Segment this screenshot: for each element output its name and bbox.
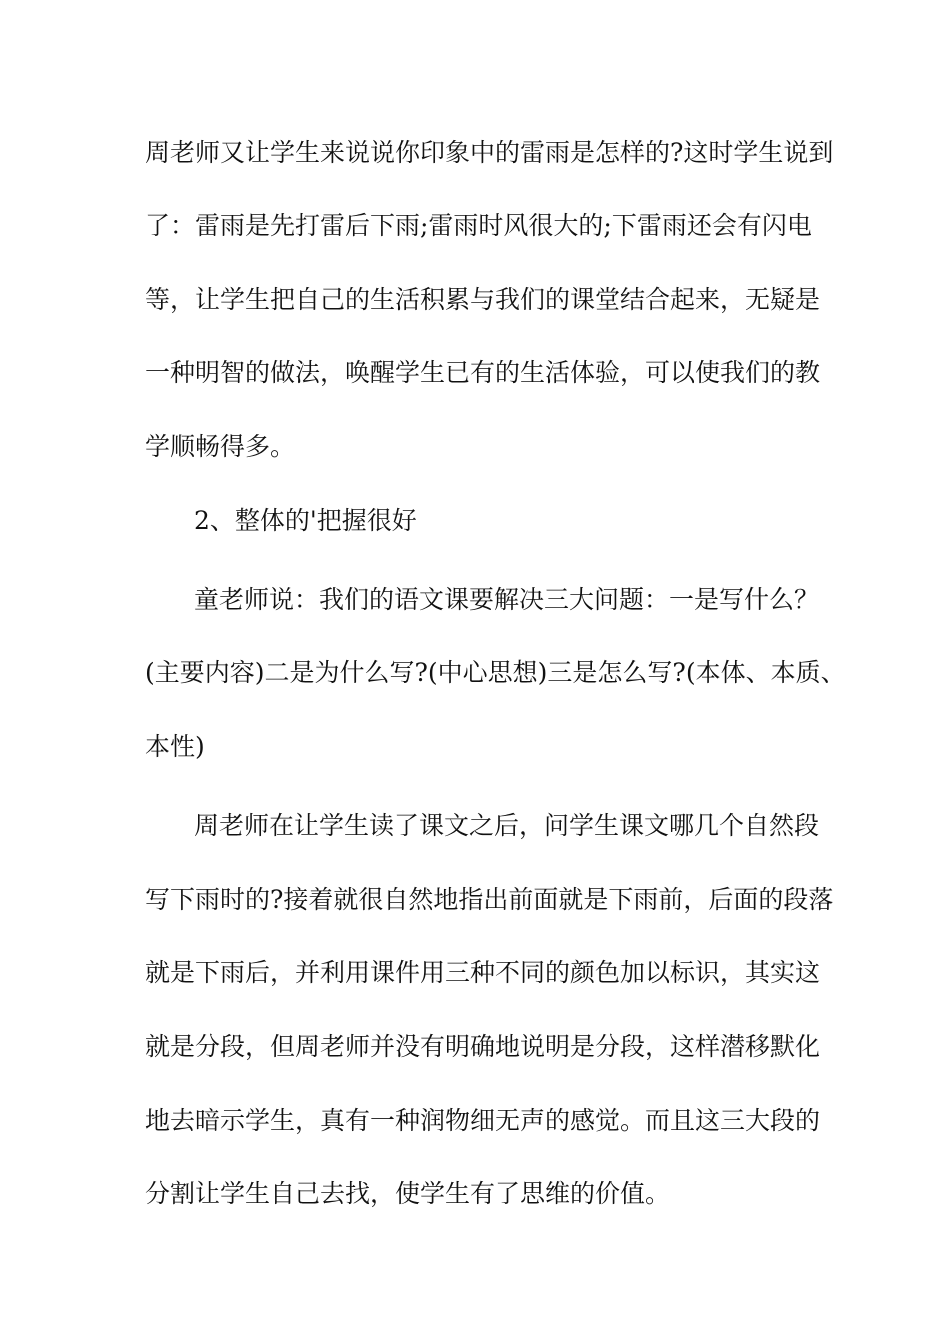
text-line: (主要内容)二是为什么写?(中心思想)三是怎么写?(本体、本质、 [145,658,846,687]
text-line: 地去暗示学生，真有一种润物细无声的感觉。而且这三大段的 [145,1106,821,1135]
text-line: 学顺畅得多。 [145,432,296,461]
section-heading: 2、整体的'把握很好 [194,506,417,535]
text-line: 就是分段，但周老师并没有明确地说明是分段，这样潜移默化 [145,1032,821,1061]
text-line: 写下雨时的?接着就很自然地指出前面就是下雨前，后面的段落 [145,885,834,914]
text-line: 了：雷雨是先打雷后下雨;雷雨时风很大的;下雷雨还会有闪电 [145,211,812,240]
text-line: 周老师又让学生来说说你印象中的雷雨是怎样的?这时学生说到 [145,138,834,167]
text-line: 童老师说：我们的语文课要解决三大问题：一是写什么？ [194,585,820,614]
text-line: 周老师在让学生读了课文之后，问学生课文哪几个自然段 [194,811,820,840]
text-line: 就是下雨后，并利用课件用三种不同的颜色加以标识，其实这 [145,958,821,987]
text-line: 分割让学生自己去找，使学生有了思维的价值。 [145,1179,671,1208]
text-line: 等，让学生把自己的生活积累与我们的课堂结合起来，无疑是 [145,285,821,314]
text-line: 一种明智的做法，唤醒学生已有的生活体验，可以使我们的教 [145,358,821,387]
text-line: 本性) [145,732,205,761]
